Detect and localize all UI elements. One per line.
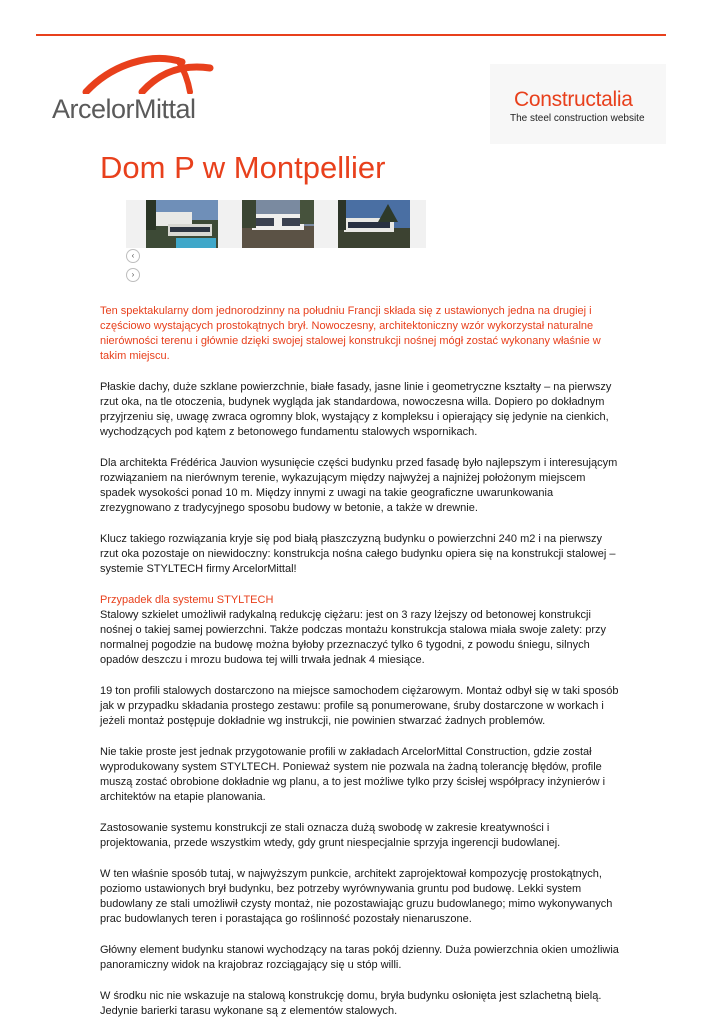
- paragraph-8: Zastosowanie systemu konstrukcji ze stali oznacza dużą swobodę w zakresie kreatywności i projektowania, przede wszystkim wtedy, gdy grunt niespecjalnie sprzyja ingerencji budowlanej.: [100, 822, 561, 849]
- arcelormittal-logo-text: ArcelorMittal: [52, 94, 196, 124]
- constructalia-name: Constructalia: [514, 88, 633, 111]
- arcelormittal-logo[interactable]: [52, 54, 222, 126]
- section-subheading: Przypadek dla systemu STYLTECH: [100, 594, 274, 606]
- lead-paragraph: Ten spektakularny dom jednorodzinny na południu Francji składa się z ustawionych jedna na drugiej i częściowo wystających prostokątnych brył. Nowoczesny, architektoniczny wzór wykorzystał naturalne nierówności terenu i głównie dzięki swojej stalowej konstrukcji nośnej mógł zostać wykonany właśnie w takim miejscu.: [100, 305, 601, 362]
- gallery-thumbnail-1[interactable]: [146, 200, 218, 248]
- page-title: Dom P w Montpellier: [100, 150, 386, 185]
- paragraph-10: Główny element budynku stanowi wychodzący na taras pokój dzienny. Duża powierzchnia okien umożliwia panoramiczny widok na krajobraz rozciągający się u stóp willi.: [100, 944, 619, 971]
- paragraph-9: W ten właśnie sposób tutaj, w najwyższym punkcie, architekt zaprojektował kompozycję prostokątnych, poziomo ustawionych brył budynku, bez potrzeby wyrównywania gruntu pod budowę. Lekki system budowlany ze stali umożliwił czysty montaż, nie pozostawiając gruzu budowlanego; mimo wykonywanych prac budowlanych teren i porastająca go roślinność pozostały nienaruszone.: [100, 868, 613, 925]
- paragraph-2: Płaskie dachy, duże szklane powierzchnie, białe fasady, jasne linie i geometryczne kształty – na pierwszy rzut oka, na tle otoczenia, budynek wygląda jak standardowa, nowoczesna willa. Dopiero po dokładnym przyjrzeniu się, uwagę zwraca ogromny blok, wystający z kompleksu i opierający się jedynie na cienkich, wychodzących pod kątem z betonowego fundamentu stalowych wspornikach.: [100, 381, 612, 438]
- paragraph-4: Klucz takiego rozwiązania kryje się pod białą płaszczyzną budynku o powierzchni 240 m2 i na pierwszy rzut oka pozostaje on niewidoczny: konstrukcja nośna całego budynku opiera się na konstrukcji stalowej – systemie STYLTECH firmy ArcelorMittal!: [100, 533, 616, 575]
- paragraph-11: W środku nic nie wskazuje na stalową konstrukcję domu, bryła budynku osłonięta jest szlachetną bielą. Jedynie barierki tarasu wykonane są z elementów stalowych.: [100, 990, 602, 1017]
- paragraph-6: 19 ton profili stalowych dostarczono na miejsce samochodem ciężarowym. Montaż odbył się w taki sposób jak w przypadku składania prostego zestawu: profile są ponumerowane, śruby dostarczone w workach i jeżeli montaż postępuje dokładnie wg instrukcji, nie powinien stwarzać żadnych problemów.: [100, 685, 619, 727]
- arcelormittal-swoosh-icon: [82, 54, 222, 94]
- paragraph-5: Stalowy szkielet umożliwił radykalną redukcję ciężaru: jest on 3 razy lżejszy od betonowej konstrukcji nośnej o takiej samej powierzchni. Także podczas montażu konstrukcja stalowa miała swoje zalety: przy normalnej pogodzie na budowę można byłoby przeznaczyć tylko 6 tygodni, z powodu śniegu, silnych opadów deszczu i mrozu budowa tej willi trwała jednak 4 miesiące.: [100, 609, 607, 666]
- gallery-thumbnail-3[interactable]: [338, 200, 410, 248]
- chevron-left-icon: ‹: [131, 251, 135, 260]
- paragraph-7: Nie takie proste jest jednak przygotowanie profili w zakładach ArcelorMittal Construction, gdzie został wyprodukowany system STYLTECH. Ponieważ system nie pozwala na żadną tolerancję błędów, profile muszą zostać obrobione dokładnie wg planu, a to jest możliwe tylko przy ścisłej współpracy inżynierów i architektów na etapie planowania.: [100, 746, 606, 803]
- article-body: [100, 304, 620, 1035]
- gallery-prev-button[interactable]: [126, 249, 140, 263]
- top-divider: [36, 34, 666, 36]
- constructalia-logo[interactable]: [490, 64, 666, 144]
- photo-gallery: [126, 200, 426, 248]
- gallery-next-button[interactable]: [126, 268, 140, 282]
- constructalia-tagline: The steel construction website: [510, 113, 645, 124]
- gallery-thumbnail-2[interactable]: [242, 200, 314, 248]
- paragraph-3: Dla architekta Frédérica Jauvion wysunięcie części budynku przed fasadę było najlepszym i interesującym rozwiązaniem na nierównym terenie, wykazującym między najwyżej a najniżej położonym miejscem spadek wysokości ponad 10 m. Między innymi z uwagi na takie geograficzne uwarunkowania zrezygnowano z tradycyjnego sposobu budowy w betonie, a także w drewnie.: [100, 457, 618, 514]
- styltech-section: [100, 593, 620, 668]
- chevron-right-icon: ›: [131, 270, 135, 279]
